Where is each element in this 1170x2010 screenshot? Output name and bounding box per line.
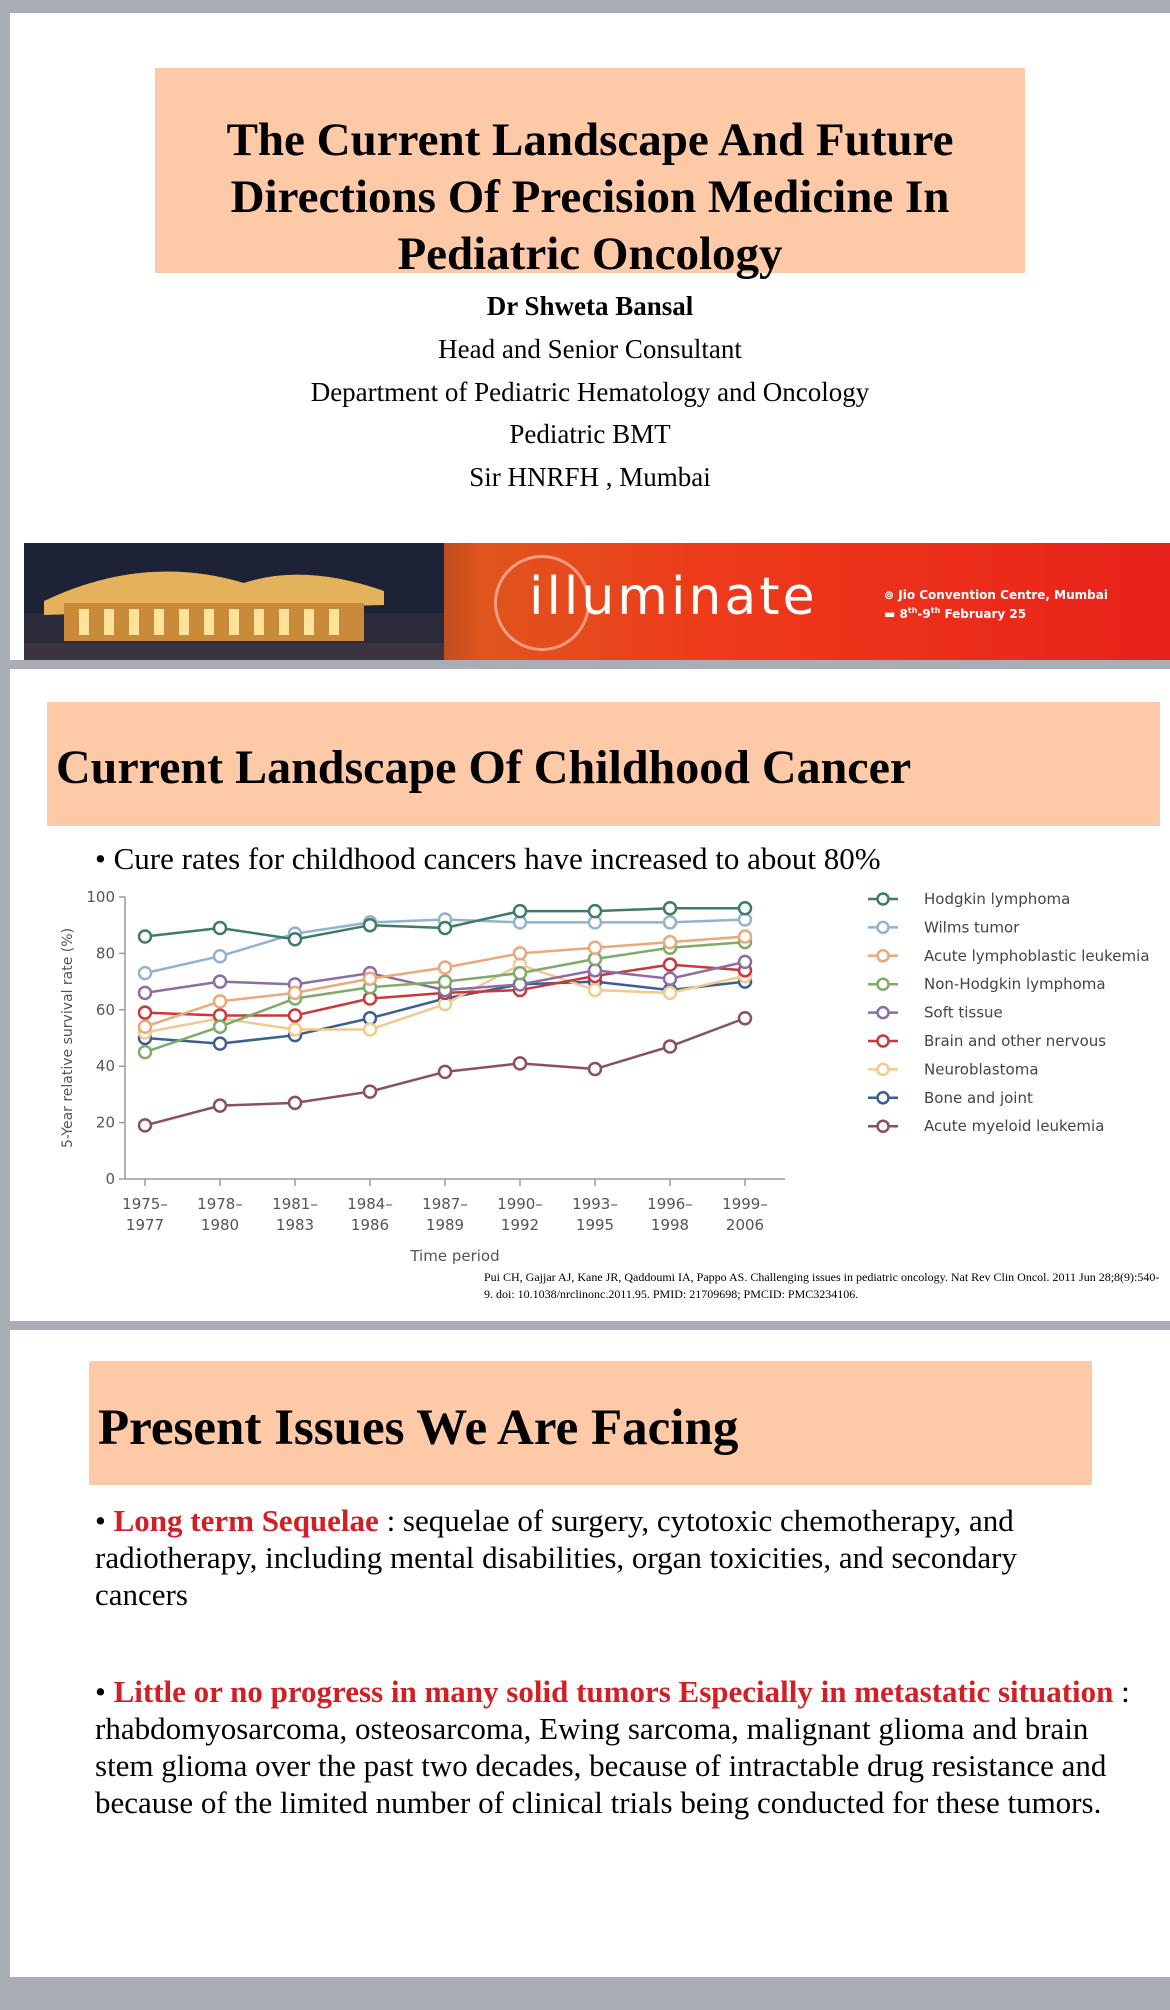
x-tick-label: 1978–: [197, 1195, 243, 1213]
x-axis-label: Time period: [410, 1247, 500, 1265]
legend-marker: [878, 922, 889, 933]
data-point: [589, 905, 601, 917]
data-point: [739, 956, 751, 968]
x-tick-label: 1977: [125, 1216, 165, 1234]
data-point: [439, 976, 451, 988]
data-point: [289, 1097, 301, 1109]
legend-marker: [878, 979, 889, 990]
y-tick-label: 60: [95, 1000, 115, 1019]
data-point: [589, 1063, 601, 1075]
y-tick-label: 80: [95, 944, 115, 963]
legend-marker: [878, 1092, 889, 1103]
brand-logo: illuminate: [529, 567, 818, 627]
data-point: [139, 1046, 151, 1058]
data-point: [139, 987, 151, 999]
x-tick-label: 1999–: [722, 1195, 768, 1213]
data-point: [664, 1040, 676, 1052]
legend-marker: [878, 1036, 889, 1047]
data-point: [289, 1024, 301, 1036]
x-tick-label: 1983: [275, 1216, 315, 1234]
slide-present-issues: [10, 1330, 1170, 1977]
legend-label: Hodgkin lymphoma: [924, 890, 1071, 908]
data-point: [139, 967, 151, 979]
data-point: [364, 1086, 376, 1098]
legend-label: Soft tissue: [924, 1003, 1003, 1022]
legend-label: Neuroblastoma: [924, 1060, 1039, 1079]
data-point: [214, 1038, 226, 1050]
data-point: [214, 976, 226, 988]
x-tick-label: 1981–: [272, 1195, 318, 1213]
issue-highlight: Little or no progress in many solid tumors Especially in metastatic situation: [113, 1674, 1114, 1709]
legend-label: Acute myeloid leukemia: [924, 1117, 1105, 1136]
y-tick-label: 0: [105, 1170, 115, 1188]
data-point: [739, 930, 751, 942]
legend-marker: [878, 894, 889, 905]
data-point: [664, 959, 676, 971]
data-point: [364, 1024, 376, 1036]
event-banner: [24, 543, 1170, 660]
data-point: [139, 1119, 151, 1131]
slide-heading: Current Landscape Of Childhood Cancer: [47, 702, 1160, 826]
issue-highlight: Long term Sequelae: [113, 1503, 379, 1538]
slide-title: [10, 13, 1170, 660]
data-point: [139, 1021, 151, 1033]
data-point: [664, 936, 676, 948]
author-institution: Sir HNRFH , Mumbai: [469, 462, 711, 492]
data-point: [739, 1012, 751, 1024]
x-tick-label: 1990–: [497, 1195, 543, 1213]
x-tick-label: 1996–: [647, 1195, 693, 1213]
venue-location: ⊚ Jio Convention Centre, Mumbai: [884, 588, 1108, 602]
data-point: [214, 995, 226, 1007]
legend-marker: [878, 1121, 889, 1132]
venue-info: [884, 587, 1108, 622]
venue-dates: ▬ 8th-9th February 25: [884, 606, 1027, 621]
data-point: [514, 905, 526, 917]
x-tick-label: 2006: [725, 1216, 765, 1234]
legend-marker: [878, 950, 889, 961]
data-point: [364, 919, 376, 931]
data-point: [439, 1066, 451, 1078]
author-unit: Pediatric BMT: [509, 419, 671, 449]
y-tick-label: 40: [95, 1057, 115, 1076]
data-point: [664, 902, 676, 914]
x-tick-label: 1987–: [422, 1195, 468, 1213]
author-department: Department of Pediatric Hematology and Oncology: [310, 377, 870, 407]
x-tick-label: 1992: [500, 1216, 540, 1234]
legend-marker: [878, 1064, 889, 1075]
issue-item: • Long term Sequelae : sequelae of surgery, cytotoxic chemotherapy, and radiotherapy, including mental disabilities, organ toxicities, and secondary cancers: [95, 1503, 1018, 1612]
x-tick-label: 1993–: [572, 1195, 618, 1213]
data-point: [214, 1021, 226, 1033]
data-point: [514, 1057, 526, 1069]
data-point: [214, 922, 226, 934]
presentation-title: The Current Landscape And Future Directions Of Precision Medicine In Pediatric Oncology: [155, 68, 1025, 273]
data-point: [589, 984, 601, 996]
issue-item: • Little or no progress in many solid tumors Especially in metastatic situation : rhabdomyosarcoma, osteosarcoma, Ewing sarcoma, malignant glioma and brain stem glioma over the past two decades, because of intractable drug resistance and because of the limited number of clinical trials being conducted for these tumors.: [95, 1674, 1130, 1820]
y-axis-label: 5-Year relative survival rate (%): [60, 927, 76, 1149]
legend-label: Non-Hodgkin lymphoma: [924, 975, 1106, 994]
legend-label: Wilms tumor: [924, 918, 1020, 937]
legend-marker: [878, 1007, 889, 1018]
legend-label: Bone and joint: [924, 1088, 1033, 1107]
y-tick-label: 100: [86, 888, 115, 906]
data-point: [364, 973, 376, 985]
data-point: [664, 987, 676, 999]
slide-current-landscape: [10, 669, 1170, 1321]
x-tick-label: 1980: [200, 1216, 240, 1234]
citation: Pui CH, Gajjar AJ, Kane JR, Qaddoumi IA, Pappo AS. Challenging issues in pediatric oncology. Nat Rev Clin Oncol. 2011 Jun 28;8(9):540-9. doi: 10.1038/nrclinonc.2011.95. PMID: 21709698; PMCID: PMC3234106.: [484, 1270, 1160, 1301]
data-point: [289, 933, 301, 945]
legend-label: Brain and other nervous: [924, 1032, 1107, 1050]
data-point: [289, 987, 301, 999]
data-point: [739, 902, 751, 914]
y-tick-label: 20: [95, 1113, 115, 1132]
x-tick-label: 1998: [650, 1216, 690, 1234]
slide-heading: Present Issues We Are Facing: [89, 1361, 1092, 1485]
bullet-point: • Cure rates for childhood cancers have increased to about 80%: [95, 841, 881, 876]
author-name: Dr Shweta Bansal: [486, 291, 694, 321]
data-point: [139, 930, 151, 942]
survival-rate-chart: [30, 884, 1160, 1269]
data-point: [589, 942, 601, 954]
x-tick-label: 1984–: [347, 1195, 393, 1213]
x-tick-label: 1975–: [122, 1195, 168, 1213]
data-point: [514, 947, 526, 959]
data-point: [664, 973, 676, 985]
x-tick-label: 1986: [350, 1216, 390, 1234]
data-point: [214, 1100, 226, 1112]
data-point: [289, 1009, 301, 1021]
data-point: [214, 950, 226, 962]
x-tick-label: 1989: [425, 1216, 465, 1234]
x-tick-label: 1995: [575, 1216, 615, 1234]
data-point: [139, 1007, 151, 1019]
data-point: [514, 967, 526, 979]
data-point: [439, 962, 451, 974]
convention-centre-image: [24, 543, 444, 660]
author-role: Head and Senior Consultant: [438, 334, 742, 364]
data-point: [439, 922, 451, 934]
legend-label: Acute lymphoblastic leukemia: [924, 946, 1150, 965]
data-point: [664, 916, 676, 928]
